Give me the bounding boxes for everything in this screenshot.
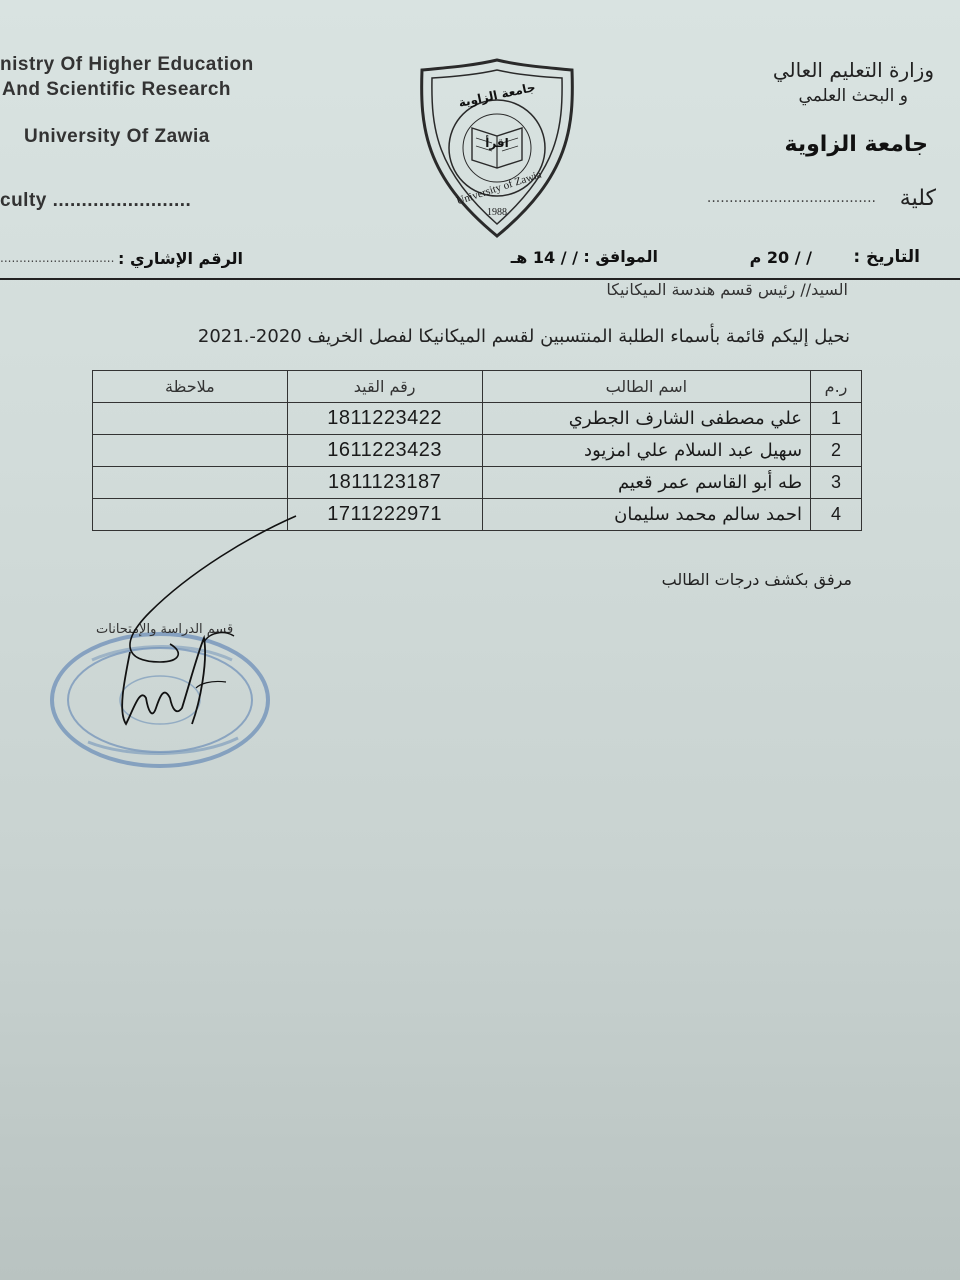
muwafiq-label: الموافق : [583,247,658,266]
ministry-en-line1: nistry Of Higher Education [0,54,254,75]
header-id: رقم القيد [287,371,482,403]
university-en: University Of Zawia [24,126,210,147]
row-name: علي مصطفى الشارف الجطري [482,403,810,435]
row-id: 1811123187 [287,467,482,499]
university-ar: جامعة الزاوية [784,132,928,157]
header-note: ملاحظة [93,371,288,403]
table-row [93,467,862,499]
row-name: طه أبو القاسم عمر قعيم [482,467,810,499]
logo-text-book: اقرأ [485,136,509,150]
addressee: السيد// رئيس قسم هندسة الميكانيكا [606,280,848,299]
date-label: التاريخ : [853,247,920,267]
reference-label: الرقم الإشاري : [118,249,244,268]
faculty-ar-label: كلية [899,186,936,211]
logo-year: 1988 [487,207,507,218]
intro-text: نحيل إليكم قائمة بأسماء الطلبة المنتسبين لقسم الميكانيكا لفصل الخريف 2020-.2021 [197,326,850,347]
date-hijri: / / 14 هـ [510,248,578,267]
row-note [93,467,288,499]
row-note [93,403,288,435]
row-note [93,435,288,467]
row-name: سهيل عبد السلام علي امزيود [482,435,810,467]
row-id: 1711222971 [287,499,482,531]
table-row [93,435,862,467]
signature-department: قسم الدراسة والإمتحانات [96,622,234,637]
students-table [92,370,862,531]
signature-icon [100,512,310,732]
faculty-en: culty ........................ [0,190,192,211]
attachment-note: مرفق بكشف درجات الطالب [661,570,852,589]
logo-text-bottom: University of Zawia [455,168,543,208]
logo-text-top: جامعة الزاوية [457,80,537,110]
date-gregorian: / / 20 م [749,248,812,267]
university-logo [412,56,582,240]
header-no: ر.م [811,371,862,403]
table-header-row [93,371,862,403]
row-no: 3 [811,467,862,499]
table-row [93,403,862,435]
reference-dots: .............................. [0,251,115,265]
ministry-ar-line1: وزارة التعليم العالي [772,58,934,82]
row-name: احمد سالم محمد سليمان [482,499,810,531]
ministry-en-line2: And Scientific Research [2,79,232,100]
faculty-ar-dots: ...................................... [706,190,876,206]
row-no: 2 [811,435,862,467]
row-no: 1 [811,403,862,435]
ministry-ar-line2: و البحث العلمي [798,86,908,106]
row-no: 4 [811,499,862,531]
row-id: 1811223422 [287,403,482,435]
header-name: اسم الطالب [482,371,810,403]
row-id: 1611223423 [287,435,482,467]
